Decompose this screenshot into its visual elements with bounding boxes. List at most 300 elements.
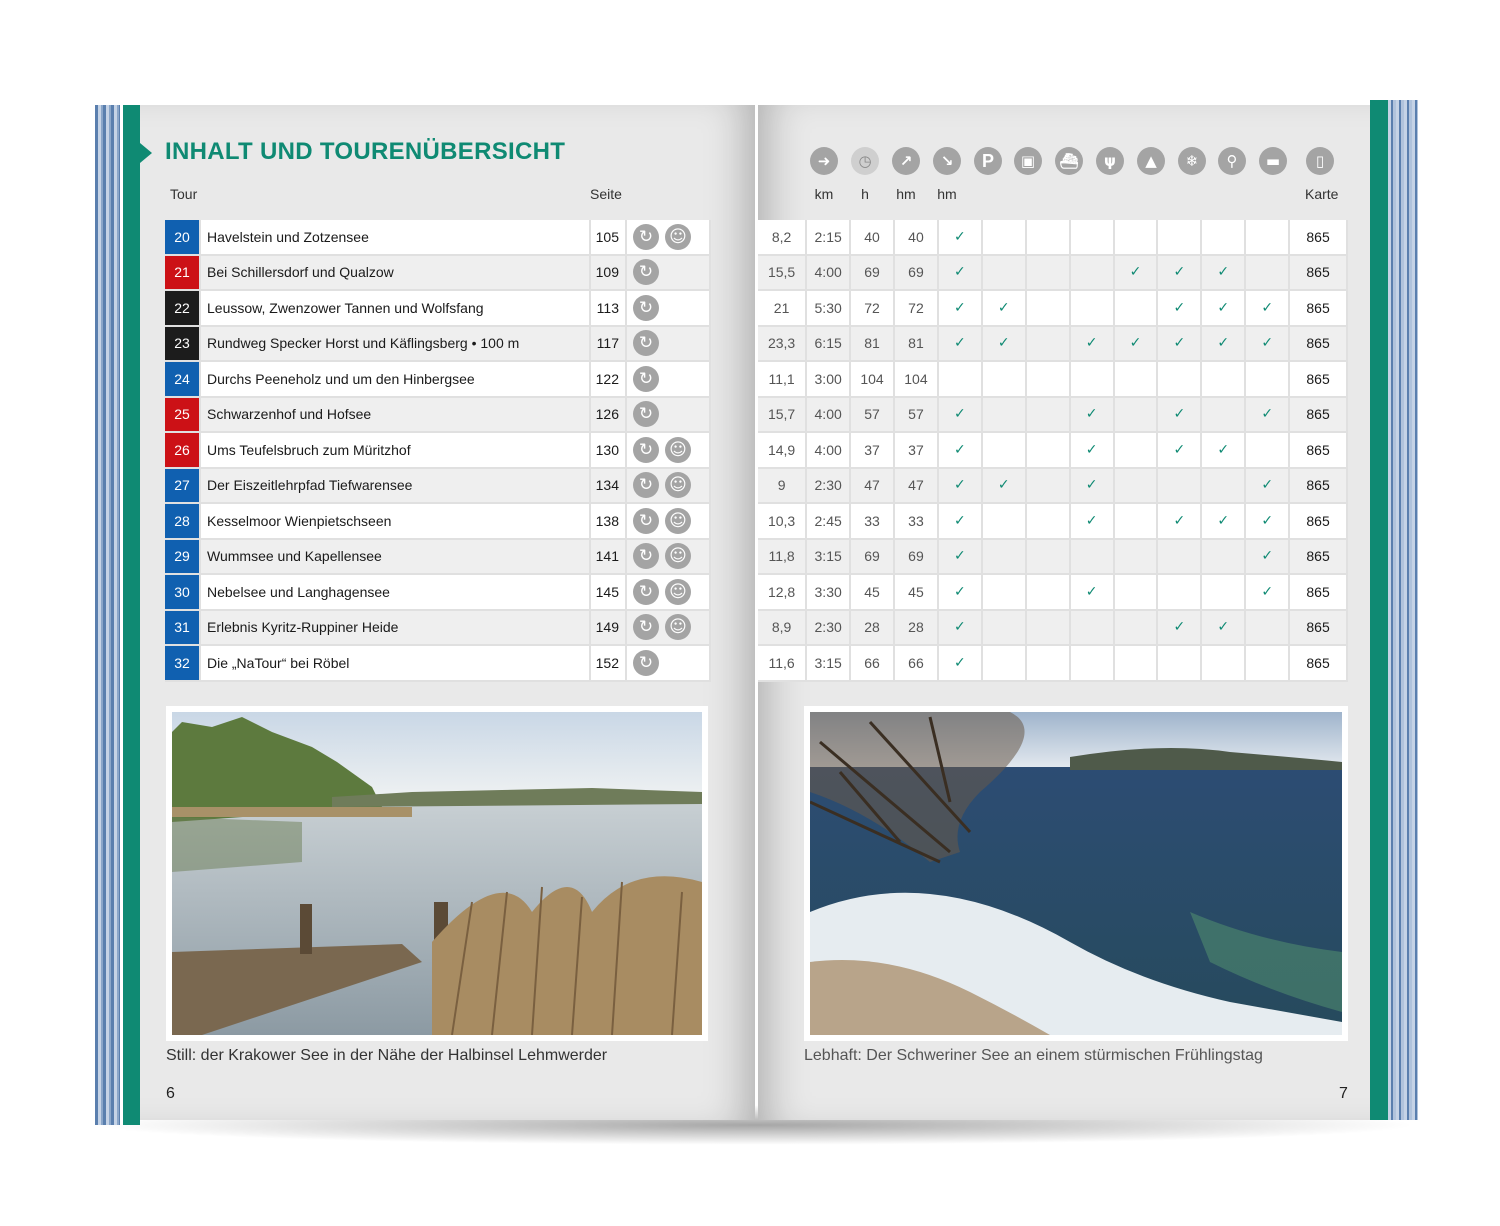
round-trip-icon: ↻ — [633, 579, 659, 605]
feature-check: ✓ — [1070, 468, 1114, 504]
feature-check — [1114, 432, 1158, 468]
feature-check — [1026, 397, 1070, 433]
tour-number: 23 — [165, 326, 200, 362]
table-row — [165, 397, 710, 433]
tour-ascent: 28 — [850, 610, 894, 646]
header-seite: Seite — [590, 186, 622, 202]
tour-map: 865 — [1289, 610, 1347, 646]
feature-check: ✓ — [1070, 432, 1114, 468]
tour-map: 865 — [1289, 397, 1347, 433]
tour-map: 865 — [1289, 432, 1347, 468]
feature-check: ✓ — [938, 539, 982, 575]
tour-page: 138 — [590, 503, 626, 539]
tour-type-icons — [626, 397, 710, 433]
tour-page: 113 — [590, 290, 626, 326]
feature-check — [1070, 290, 1114, 326]
family-bear-icon: ☺ — [665, 508, 691, 534]
signpost-icon: ➜ — [810, 147, 838, 175]
round-trip-icon: ↻ — [633, 401, 659, 427]
tour-number: 25 — [165, 397, 200, 433]
tour-name: Kesselmoor Wienpietschseen — [200, 503, 590, 539]
family-bear-icon: ☺ — [665, 437, 691, 463]
feature-check: ✓ — [1245, 503, 1289, 539]
tour-hours: 2:30 — [806, 610, 850, 646]
restaurant-icon: ψ — [1096, 147, 1124, 175]
feature-check: ✓ — [1201, 503, 1245, 539]
tour-hours: 4:00 — [806, 255, 850, 291]
feature-check: ✓ — [982, 290, 1026, 326]
feature-check — [1114, 645, 1158, 681]
tour-type-icons — [626, 326, 710, 362]
feature-check: ✓ — [1245, 290, 1289, 326]
feature-check — [1026, 503, 1070, 539]
feature-check: ✓ — [938, 574, 982, 610]
tour-map: 865 — [1289, 645, 1347, 681]
feature-check — [1026, 432, 1070, 468]
title-marker-icon — [140, 143, 152, 163]
feature-check: ✓ — [938, 503, 982, 539]
feature-check — [1157, 645, 1201, 681]
tour-ascent: 37 — [850, 432, 894, 468]
tour-km: 9 — [758, 468, 806, 504]
tour-type-icons — [626, 432, 710, 468]
tour-map: 865 — [1289, 290, 1347, 326]
tour-map: 865 — [1289, 326, 1347, 362]
tour-descent: 66 — [894, 645, 938, 681]
feature-check: ✓ — [1245, 574, 1289, 610]
tour-ascent: 45 — [850, 574, 894, 610]
feature-check — [1026, 468, 1070, 504]
tour-type-icons — [626, 468, 710, 504]
tour-type-icons — [626, 361, 710, 397]
table-row — [165, 326, 710, 362]
photo-krakower-see — [166, 706, 708, 1041]
feature-check — [982, 397, 1026, 433]
round-trip-icon: ↻ — [633, 472, 659, 498]
feature-check — [1070, 539, 1114, 575]
round-trip-icon: ↻ — [633, 543, 659, 569]
tour-type-icons — [626, 645, 710, 681]
table-row — [165, 432, 710, 468]
table-row — [758, 361, 1347, 397]
tour-number: 24 — [165, 361, 200, 397]
tour-hours: 4:00 — [806, 397, 850, 433]
feature-check — [1245, 645, 1289, 681]
tour-ascent: 69 — [850, 255, 894, 291]
tour-hours: 2:30 — [806, 468, 850, 504]
feature-check — [982, 432, 1026, 468]
tour-km: 15,7 — [758, 397, 806, 433]
tour-number: 28 — [165, 503, 200, 539]
family-bear-icon: ☺ — [665, 224, 691, 250]
tour-name: Die „NaTour“ bei Röbel — [200, 645, 590, 681]
feature-check — [1070, 220, 1114, 255]
tour-number: 32 — [165, 645, 200, 681]
feature-check — [1026, 610, 1070, 646]
family-bear-icon: ☺ — [665, 472, 691, 498]
tour-number: 26 — [165, 432, 200, 468]
tour-descent: 47 — [894, 468, 938, 504]
feature-check: ✓ — [1201, 432, 1245, 468]
feature-check — [1245, 220, 1289, 255]
feature-check — [1201, 539, 1245, 575]
tour-page: 152 — [590, 645, 626, 681]
table-row — [165, 539, 710, 575]
tour-name: Erlebnis Kyritz-Ruppiner Heide — [200, 610, 590, 646]
feature-check — [938, 361, 982, 397]
tour-hours: 4:00 — [806, 432, 850, 468]
table-row — [758, 397, 1347, 433]
tour-page: 126 — [590, 397, 626, 433]
tour-km: 11,8 — [758, 539, 806, 575]
tour-page: 122 — [590, 361, 626, 397]
feature-check — [1114, 397, 1158, 433]
tour-km: 11,1 — [758, 361, 806, 397]
table-row — [758, 326, 1347, 362]
tour-type-icons — [626, 539, 710, 575]
tour-ascent: 33 — [850, 503, 894, 539]
feature-check — [982, 645, 1026, 681]
feature-check — [1026, 361, 1070, 397]
feature-check: ✓ — [1157, 326, 1201, 362]
tour-ascent: 57 — [850, 397, 894, 433]
round-trip-icon: ↻ — [633, 508, 659, 534]
feature-check: ✓ — [1157, 255, 1201, 291]
feature-check: ✓ — [1157, 397, 1201, 433]
feature-check: ✓ — [1245, 397, 1289, 433]
tour-map: 865 — [1289, 468, 1347, 504]
header-hm-up: hm — [896, 186, 916, 202]
table-row — [165, 255, 710, 291]
feature-check: ✓ — [1201, 255, 1245, 291]
page-number-left: 6 — [166, 1085, 175, 1102]
table-row — [758, 468, 1347, 504]
tour-km: 14,9 — [758, 432, 806, 468]
feature-check: ✓ — [1201, 326, 1245, 362]
tour-number: 27 — [165, 468, 200, 504]
tour-descent: 40 — [894, 220, 938, 255]
table-row — [165, 220, 710, 255]
caption-right: Lebhaft: Der Schweriner See an einem stürmischen Frühlingstag — [804, 1047, 1263, 1064]
feature-check — [1201, 220, 1245, 255]
tour-hours: 3:15 — [806, 645, 850, 681]
feature-check — [1201, 645, 1245, 681]
feature-check — [1201, 574, 1245, 610]
feature-check: ✓ — [938, 468, 982, 504]
parking-icon: P — [974, 147, 1002, 175]
tour-number: 30 — [165, 574, 200, 610]
tour-km: 8,9 — [758, 610, 806, 646]
ascent-icon: ↗ — [892, 147, 920, 175]
feature-check: ✓ — [1245, 539, 1289, 575]
table-row — [165, 361, 710, 397]
feature-check — [1114, 503, 1158, 539]
tour-descent: 33 — [894, 503, 938, 539]
feature-check: ✓ — [938, 220, 982, 255]
tour-ascent: 69 — [850, 539, 894, 575]
tour-name: Schwarzenhof und Hofsee — [200, 397, 590, 433]
feature-check — [1026, 290, 1070, 326]
tour-descent: 57 — [894, 397, 938, 433]
photo-schweriner-see — [804, 706, 1348, 1041]
feature-check: ✓ — [1070, 397, 1114, 433]
table-row — [758, 220, 1347, 255]
round-trip-icon: ↻ — [633, 437, 659, 463]
feature-check — [1157, 539, 1201, 575]
clock-icon: ◷ — [851, 147, 879, 175]
feature-check — [1201, 468, 1245, 504]
page-title: INHALT UND TOURENÜBERSICHT — [165, 138, 566, 165]
feature-check — [1114, 220, 1158, 255]
table-row — [758, 574, 1347, 610]
feature-check — [1157, 468, 1201, 504]
tour-km: 15,5 — [758, 255, 806, 291]
camping-icon: ▲ — [1137, 147, 1165, 175]
feature-check — [1026, 574, 1070, 610]
table-row — [165, 468, 710, 504]
feature-check — [982, 574, 1026, 610]
tour-hours: 3:30 — [806, 574, 850, 610]
round-trip-icon: ↻ — [633, 295, 659, 321]
tour-km: 12,8 — [758, 574, 806, 610]
descent-icon: ↘ — [933, 147, 961, 175]
feature-check — [1070, 255, 1114, 291]
page-edges-left — [95, 105, 120, 1125]
tour-km: 23,3 — [758, 326, 806, 362]
family-bear-icon: ☺ — [665, 579, 691, 605]
feature-check — [1114, 574, 1158, 610]
feature-check: ✓ — [1245, 326, 1289, 362]
tour-page: 117 — [590, 326, 626, 362]
tour-page: 145 — [590, 574, 626, 610]
feature-check: ✓ — [938, 432, 982, 468]
tour-map: 865 — [1289, 361, 1347, 397]
tour-number: 22 — [165, 290, 200, 326]
table-row — [758, 503, 1347, 539]
tour-type-icons — [626, 255, 710, 291]
family-bear-icon: ☺ — [665, 614, 691, 640]
feature-check: ✓ — [1157, 290, 1201, 326]
tour-name: Ums Teufelsbruch zum Müritzhof — [200, 432, 590, 468]
tour-ascent: 47 — [850, 468, 894, 504]
tour-name: Durchs Peeneholz und um den Hinbergsee — [200, 361, 590, 397]
tour-number: 21 — [165, 255, 200, 291]
tour-km: 10,3 — [758, 503, 806, 539]
feature-check: ✓ — [1157, 503, 1201, 539]
feature-check — [1157, 220, 1201, 255]
header-tour: Tour — [170, 186, 198, 202]
round-trip-icon: ↻ — [633, 224, 659, 250]
round-trip-icon: ↻ — [633, 330, 659, 356]
feature-check — [1201, 397, 1245, 433]
feature-check — [1070, 645, 1114, 681]
feature-check: ✓ — [938, 326, 982, 362]
feature-check: ✓ — [938, 255, 982, 291]
feature-check — [1026, 539, 1070, 575]
tour-descent: 45 — [894, 574, 938, 610]
tour-hours: 5:30 — [806, 290, 850, 326]
feature-check: ✓ — [1114, 255, 1158, 291]
table-row — [758, 610, 1347, 646]
feature-check — [1070, 361, 1114, 397]
bus-icon: ▣ — [1014, 147, 1042, 175]
table-row — [165, 645, 710, 681]
header-km: km — [814, 186, 834, 202]
tour-hours: 3:15 — [806, 539, 850, 575]
feature-check — [1114, 361, 1158, 397]
feature-check: ✓ — [938, 645, 982, 681]
tour-number: 29 — [165, 539, 200, 575]
tour-page: 149 — [590, 610, 626, 646]
tour-name: Nebelsee und Langhagensee — [200, 574, 590, 610]
header-karte: Karte — [1305, 186, 1339, 202]
family-bear-icon: ☺ — [665, 543, 691, 569]
round-trip-icon: ↻ — [633, 366, 659, 392]
cover-band-right — [1370, 100, 1388, 1120]
tour-page: 105 — [590, 220, 626, 255]
tour-descent: 72 — [894, 290, 938, 326]
tour-map: 865 — [1289, 539, 1347, 575]
tour-ascent: 104 — [850, 361, 894, 397]
tour-map: 865 — [1289, 574, 1347, 610]
feature-check: ✓ — [1070, 574, 1114, 610]
feature-check: ✓ — [938, 397, 982, 433]
feature-check — [1026, 220, 1070, 255]
feature-check — [1114, 539, 1158, 575]
tour-descent: 69 — [894, 539, 938, 575]
feature-check: ✓ — [1157, 610, 1201, 646]
tour-type-icons — [626, 503, 710, 539]
feature-check: ✓ — [982, 326, 1026, 362]
tour-name: Wummsee und Kapellensee — [200, 539, 590, 575]
feature-check: ✓ — [982, 468, 1026, 504]
feature-check: ✓ — [1201, 610, 1245, 646]
map-icon: ▯ — [1306, 147, 1334, 175]
table-row — [165, 503, 710, 539]
tour-hours: 2:45 — [806, 503, 850, 539]
ferry-icon: ⛴ — [1055, 147, 1083, 175]
feature-check — [1245, 255, 1289, 291]
round-trip-icon: ↻ — [633, 650, 659, 676]
tour-hours: 6:15 — [806, 326, 850, 362]
table-row — [758, 255, 1347, 291]
tour-page: 130 — [590, 432, 626, 468]
tour-type-icons — [626, 574, 710, 610]
lodging-icon: ▬ — [1259, 147, 1287, 175]
tour-name: Bei Schillersdorf und Qualzow — [200, 255, 590, 291]
tour-name: Der Eiszeitlehrpfad Tiefwarensee — [200, 468, 590, 504]
tour-name: Havelstein und Zotzensee — [200, 220, 590, 255]
feature-check — [1026, 326, 1070, 362]
feature-check — [1245, 610, 1289, 646]
tour-map: 865 — [1289, 220, 1347, 255]
feature-check: ✓ — [1114, 326, 1158, 362]
tour-ascent: 66 — [850, 645, 894, 681]
feature-check — [1157, 574, 1201, 610]
bicycle-icon: ⚲ — [1218, 147, 1246, 175]
tour-descent: 104 — [894, 361, 938, 397]
winter-icon: ❄ — [1178, 147, 1206, 175]
tour-type-icons — [626, 610, 710, 646]
feature-check — [1026, 255, 1070, 291]
tour-ascent: 72 — [850, 290, 894, 326]
page-edges-right — [1388, 100, 1418, 1120]
feature-check — [982, 503, 1026, 539]
table-row — [758, 432, 1347, 468]
tour-type-icons — [626, 220, 710, 255]
table-row — [165, 610, 710, 646]
tour-page: 134 — [590, 468, 626, 504]
feature-check: ✓ — [1201, 290, 1245, 326]
table-row — [758, 290, 1347, 326]
tour-descent: 69 — [894, 255, 938, 291]
feature-check — [1070, 610, 1114, 646]
tour-name: Leussow, Zwenzower Tannen und Wolfsfang — [200, 290, 590, 326]
feature-check — [982, 361, 1026, 397]
tour-descent: 37 — [894, 432, 938, 468]
feature-check — [982, 610, 1026, 646]
tour-map: 865 — [1289, 503, 1347, 539]
tour-descent: 28 — [894, 610, 938, 646]
feature-check — [1114, 468, 1158, 504]
tour-type-icons — [626, 290, 710, 326]
feature-check — [1026, 645, 1070, 681]
feature-check: ✓ — [938, 610, 982, 646]
tour-page: 109 — [590, 255, 626, 291]
cover-band-left — [123, 105, 140, 1125]
feature-check: ✓ — [1070, 503, 1114, 539]
tour-name: Rundweg Specker Horst und Käflingsberg • 100 m — [200, 326, 590, 362]
tour-hours: 2:15 — [806, 220, 850, 255]
round-trip-icon: ↻ — [633, 259, 659, 285]
feature-check — [1245, 432, 1289, 468]
tour-table-right — [758, 220, 1348, 682]
table-row — [165, 574, 710, 610]
table-row — [165, 290, 710, 326]
table-row — [758, 539, 1347, 575]
feature-check: ✓ — [1070, 326, 1114, 362]
feature-check: ✓ — [1157, 432, 1201, 468]
feature-check — [1201, 361, 1245, 397]
round-trip-icon: ↻ — [633, 614, 659, 640]
tour-km: 8,2 — [758, 220, 806, 255]
tour-hours: 3:00 — [806, 361, 850, 397]
table-row — [758, 645, 1347, 681]
tour-map: 865 — [1289, 255, 1347, 291]
tour-page: 141 — [590, 539, 626, 575]
tour-km: 21 — [758, 290, 806, 326]
feature-check — [1114, 610, 1158, 646]
tour-ascent: 81 — [850, 326, 894, 362]
header-h: h — [861, 186, 869, 202]
tour-table-left — [165, 220, 711, 682]
tour-ascent: 40 — [850, 220, 894, 255]
caption-left: Still: der Krakower See in der Nähe der Halbinsel Lehmwerder — [166, 1047, 608, 1064]
feature-check — [982, 220, 1026, 255]
feature-check — [1245, 361, 1289, 397]
tour-descent: 81 — [894, 326, 938, 362]
feature-check: ✓ — [938, 290, 982, 326]
tour-km: 11,6 — [758, 645, 806, 681]
page-number-right: 7 — [1339, 1085, 1348, 1102]
tour-number: 20 — [165, 220, 200, 255]
header-hm-down: hm — [937, 186, 957, 202]
feature-check — [1114, 290, 1158, 326]
feature-check — [1157, 361, 1201, 397]
feature-check: ✓ — [1245, 468, 1289, 504]
tour-number: 31 — [165, 610, 200, 646]
feature-check — [982, 539, 1026, 575]
